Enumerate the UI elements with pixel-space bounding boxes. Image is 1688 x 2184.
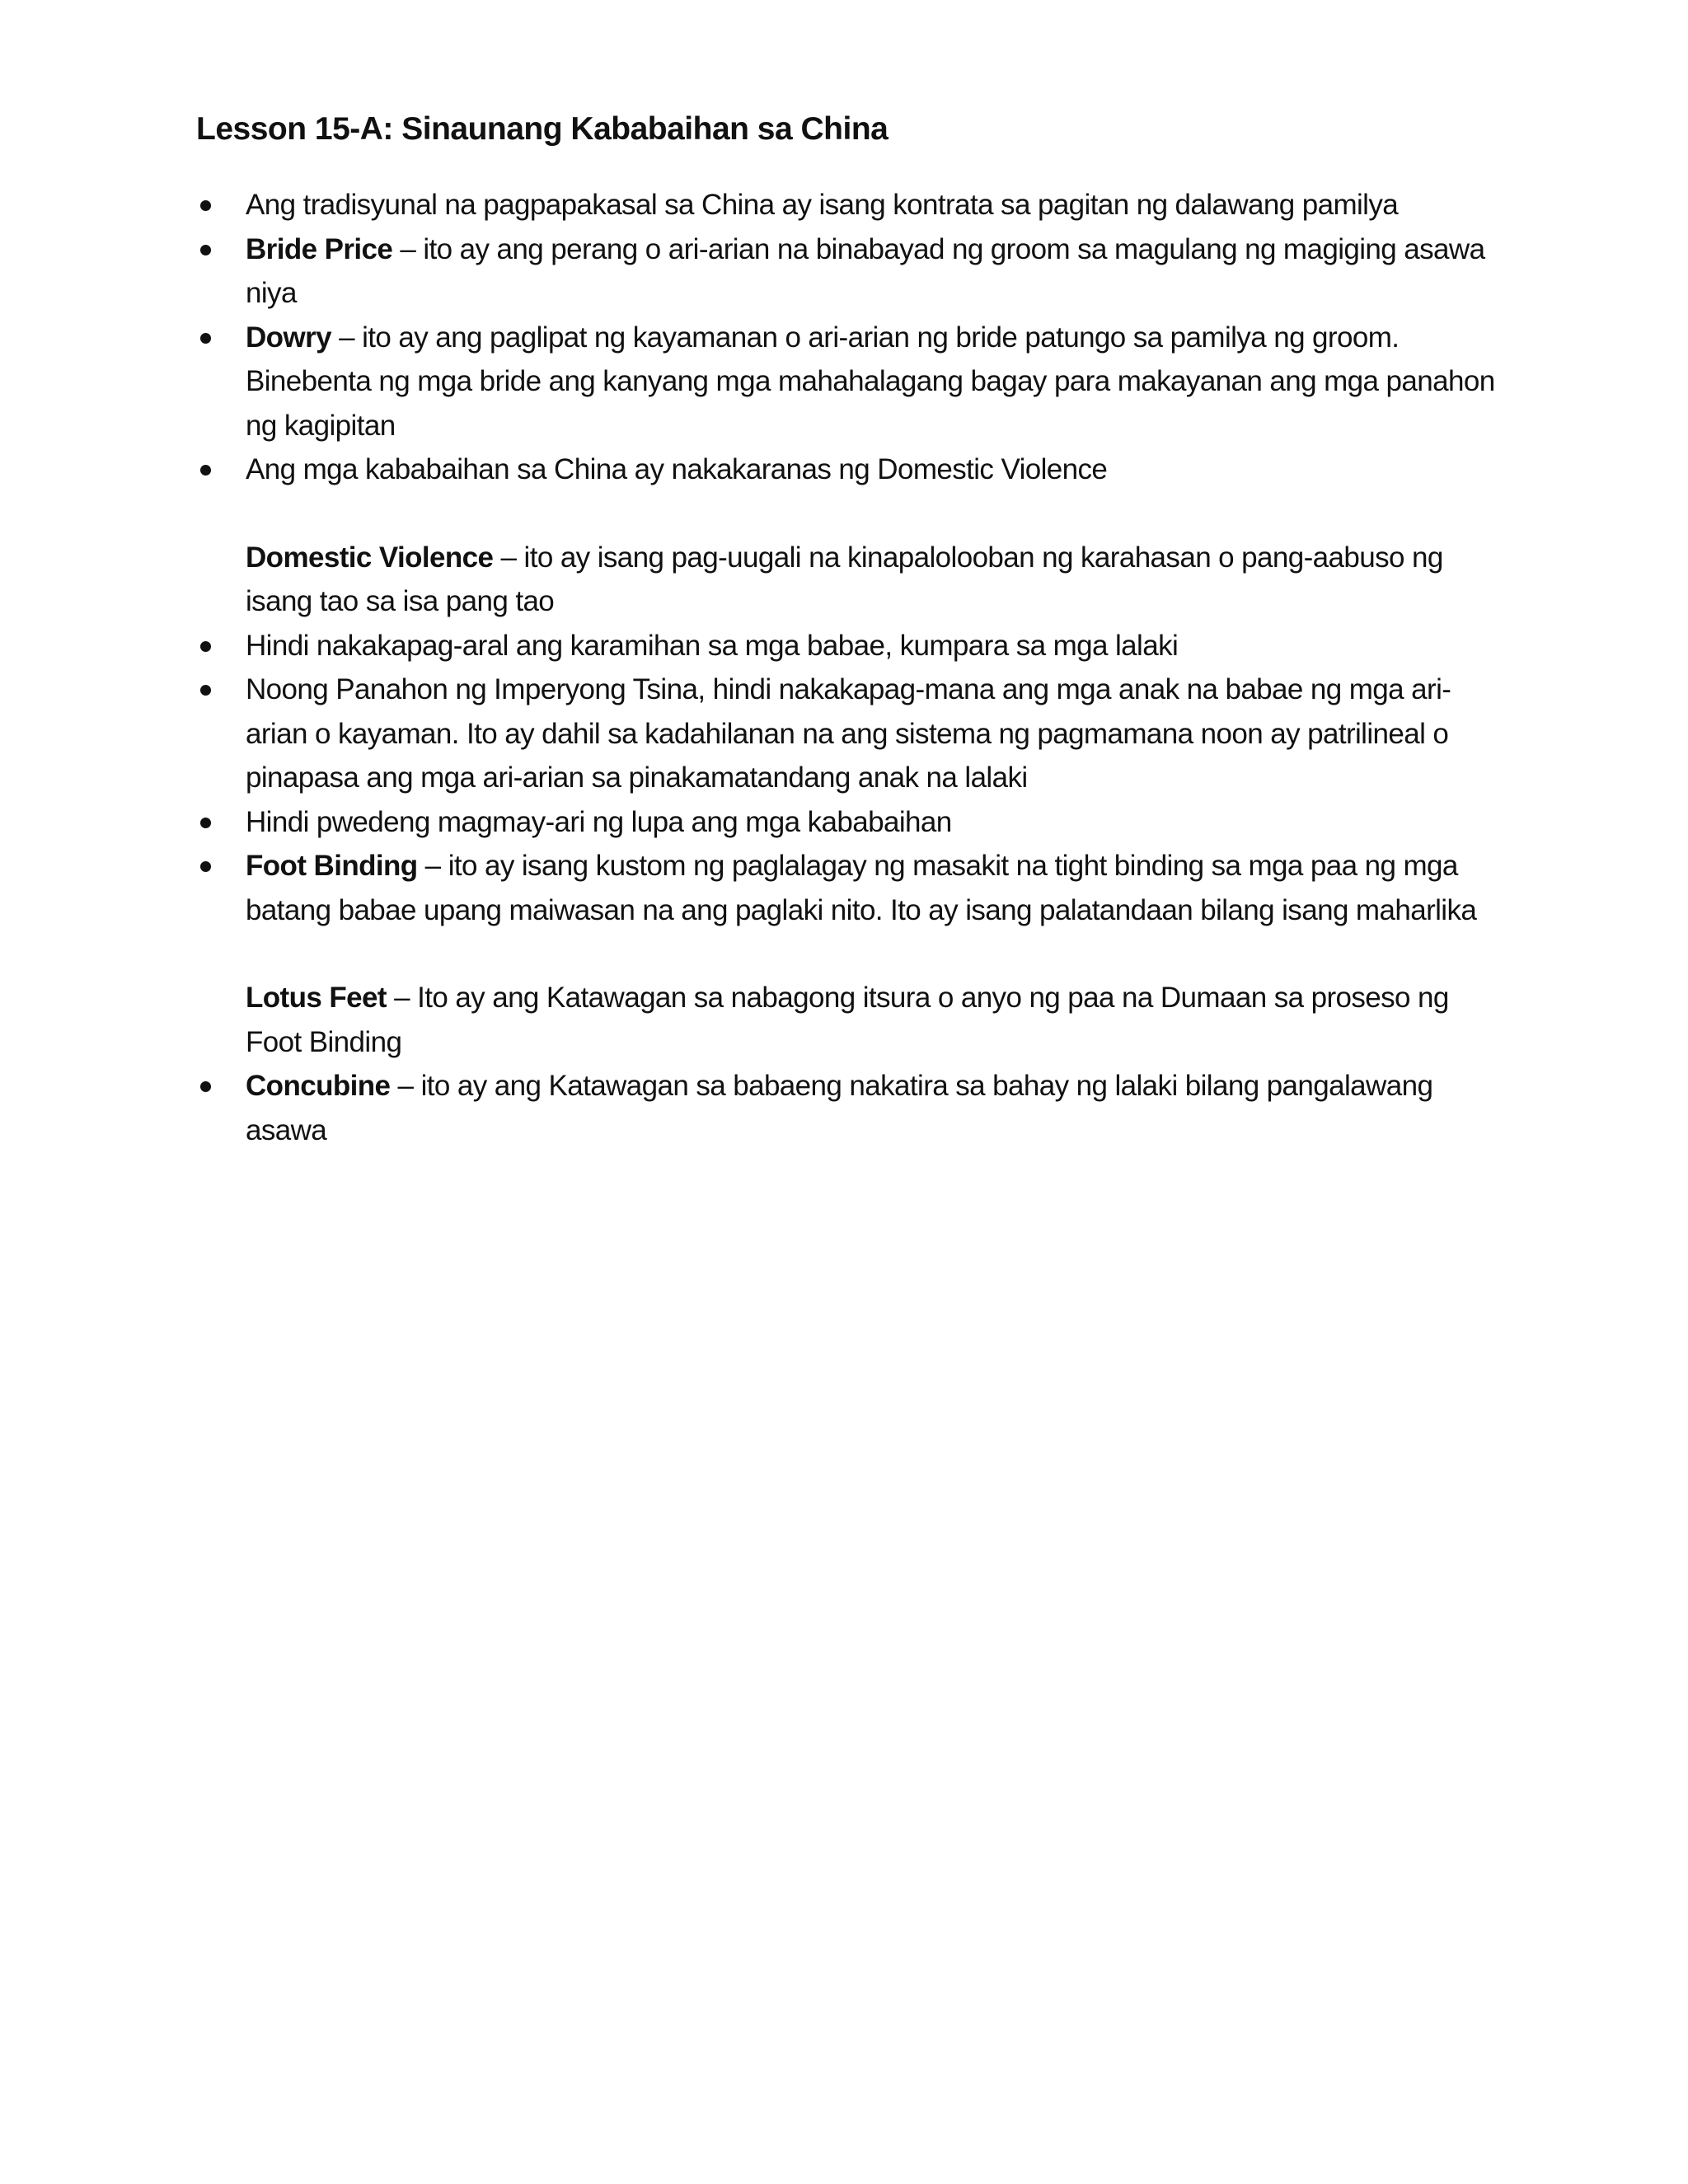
list-item: [246, 668, 1507, 800]
bullet-icon: [200, 465, 211, 476]
term-lotus-feet: Lotus Feet: [246, 982, 387, 1014]
item-text: Hindi pwedeng magmay-ari ng lupa ang mga kababaihan: [246, 805, 952, 838]
definition-paragraph: [246, 536, 1507, 624]
term-separator: –: [390, 1070, 421, 1102]
term-foot-binding: Foot Binding: [246, 850, 418, 882]
list-item: [246, 316, 1507, 448]
term-separator: –: [493, 541, 524, 574]
term-separator: –: [331, 321, 363, 354]
bullet-icon: [200, 333, 211, 344]
bullet-icon: [200, 1081, 211, 1092]
term-separator: –: [392, 232, 424, 265]
item-text: Noong Panahon ng Imperyong Tsina, hindi nakakapag-mana ang mga anak na babae ng mga ari-arian o kayaman. Ito ay dahil sa kadahilanan na ang sistema ng pagmamana noon ay patrilineal o pinapasa ang mga ari-arian sa pinakamatandang anak na lalaki: [246, 673, 1451, 794]
term-separator: –: [417, 850, 448, 882]
item-text: Ang mga kababaihan sa China ay nakakaranas ng Domestic Violence: [246, 453, 1108, 485]
term-domestic-violence: Domestic Violence: [246, 541, 494, 574]
definition-paragraph: [246, 976, 1507, 1064]
bullet-icon: [200, 818, 211, 828]
item-text: ito ay isang kustom ng paglalagay ng masakit na tight binding sa mga paa ng mga batang babae upang maiwasan na ang paglaki nito. Ito ay isang palatandaan bilang isang maharlika: [246, 850, 1477, 926]
lesson-title: Lesson 15-A: Sinaunang Kababaihan sa China: [196, 111, 889, 147]
list-item: [246, 448, 1507, 492]
list-item: [246, 800, 1507, 845]
bullet-icon: [200, 245, 211, 255]
lesson-content: [246, 183, 1507, 1152]
list-item: [246, 183, 1507, 227]
item-text: Ang tradisyunal na pagpapakasal sa China ay isang kontrata sa pagitan ng dalawang pamilya: [246, 189, 1399, 221]
term-separator: –: [386, 982, 418, 1014]
bullet-icon: [200, 200, 211, 211]
item-text: ito ay ang perang o ari-arian na binabayad ng groom sa magulang ng magiging asawa niya: [246, 232, 1485, 309]
term-bride-price: Bride Price: [246, 232, 393, 265]
term-concubine: Concubine: [246, 1070, 391, 1102]
list-item: [246, 1064, 1507, 1152]
bullet-icon: [200, 685, 211, 696]
item-text: ito ay ang Katawagan sa babaeng nakatira sa bahay ng lalaki bilang pangalawang asawa: [246, 1070, 1433, 1146]
list-item: [246, 624, 1507, 668]
item-text: Hindi nakakapag-aral ang karamihan sa mga babae, kumpara sa mga lalaki: [246, 629, 1179, 662]
list-item: [246, 844, 1507, 932]
bullet-icon: [200, 861, 211, 872]
term-dowry: Dowry: [246, 321, 331, 354]
list-item: [246, 227, 1507, 316]
item-text: ito ay isang pag-uugali na kinapalolooban ng karahasan o pang-aabuso ng isang tao sa isa pang tao: [246, 541, 1443, 617]
bullet-icon: [200, 641, 211, 652]
item-text: ito ay ang paglipat ng kayamanan o ari-arian ng bride patungo sa pamilya ng groom. Binebenta ng mga bride ang kanyang mga mahahalagang bagay para makayanan ang mga panahon ng kagipitan: [246, 321, 1495, 442]
item-text: Ito ay ang Katawagan sa nabagong itsura o anyo ng paa na Dumaan sa proseso ng Foot Binding: [246, 982, 1449, 1058]
